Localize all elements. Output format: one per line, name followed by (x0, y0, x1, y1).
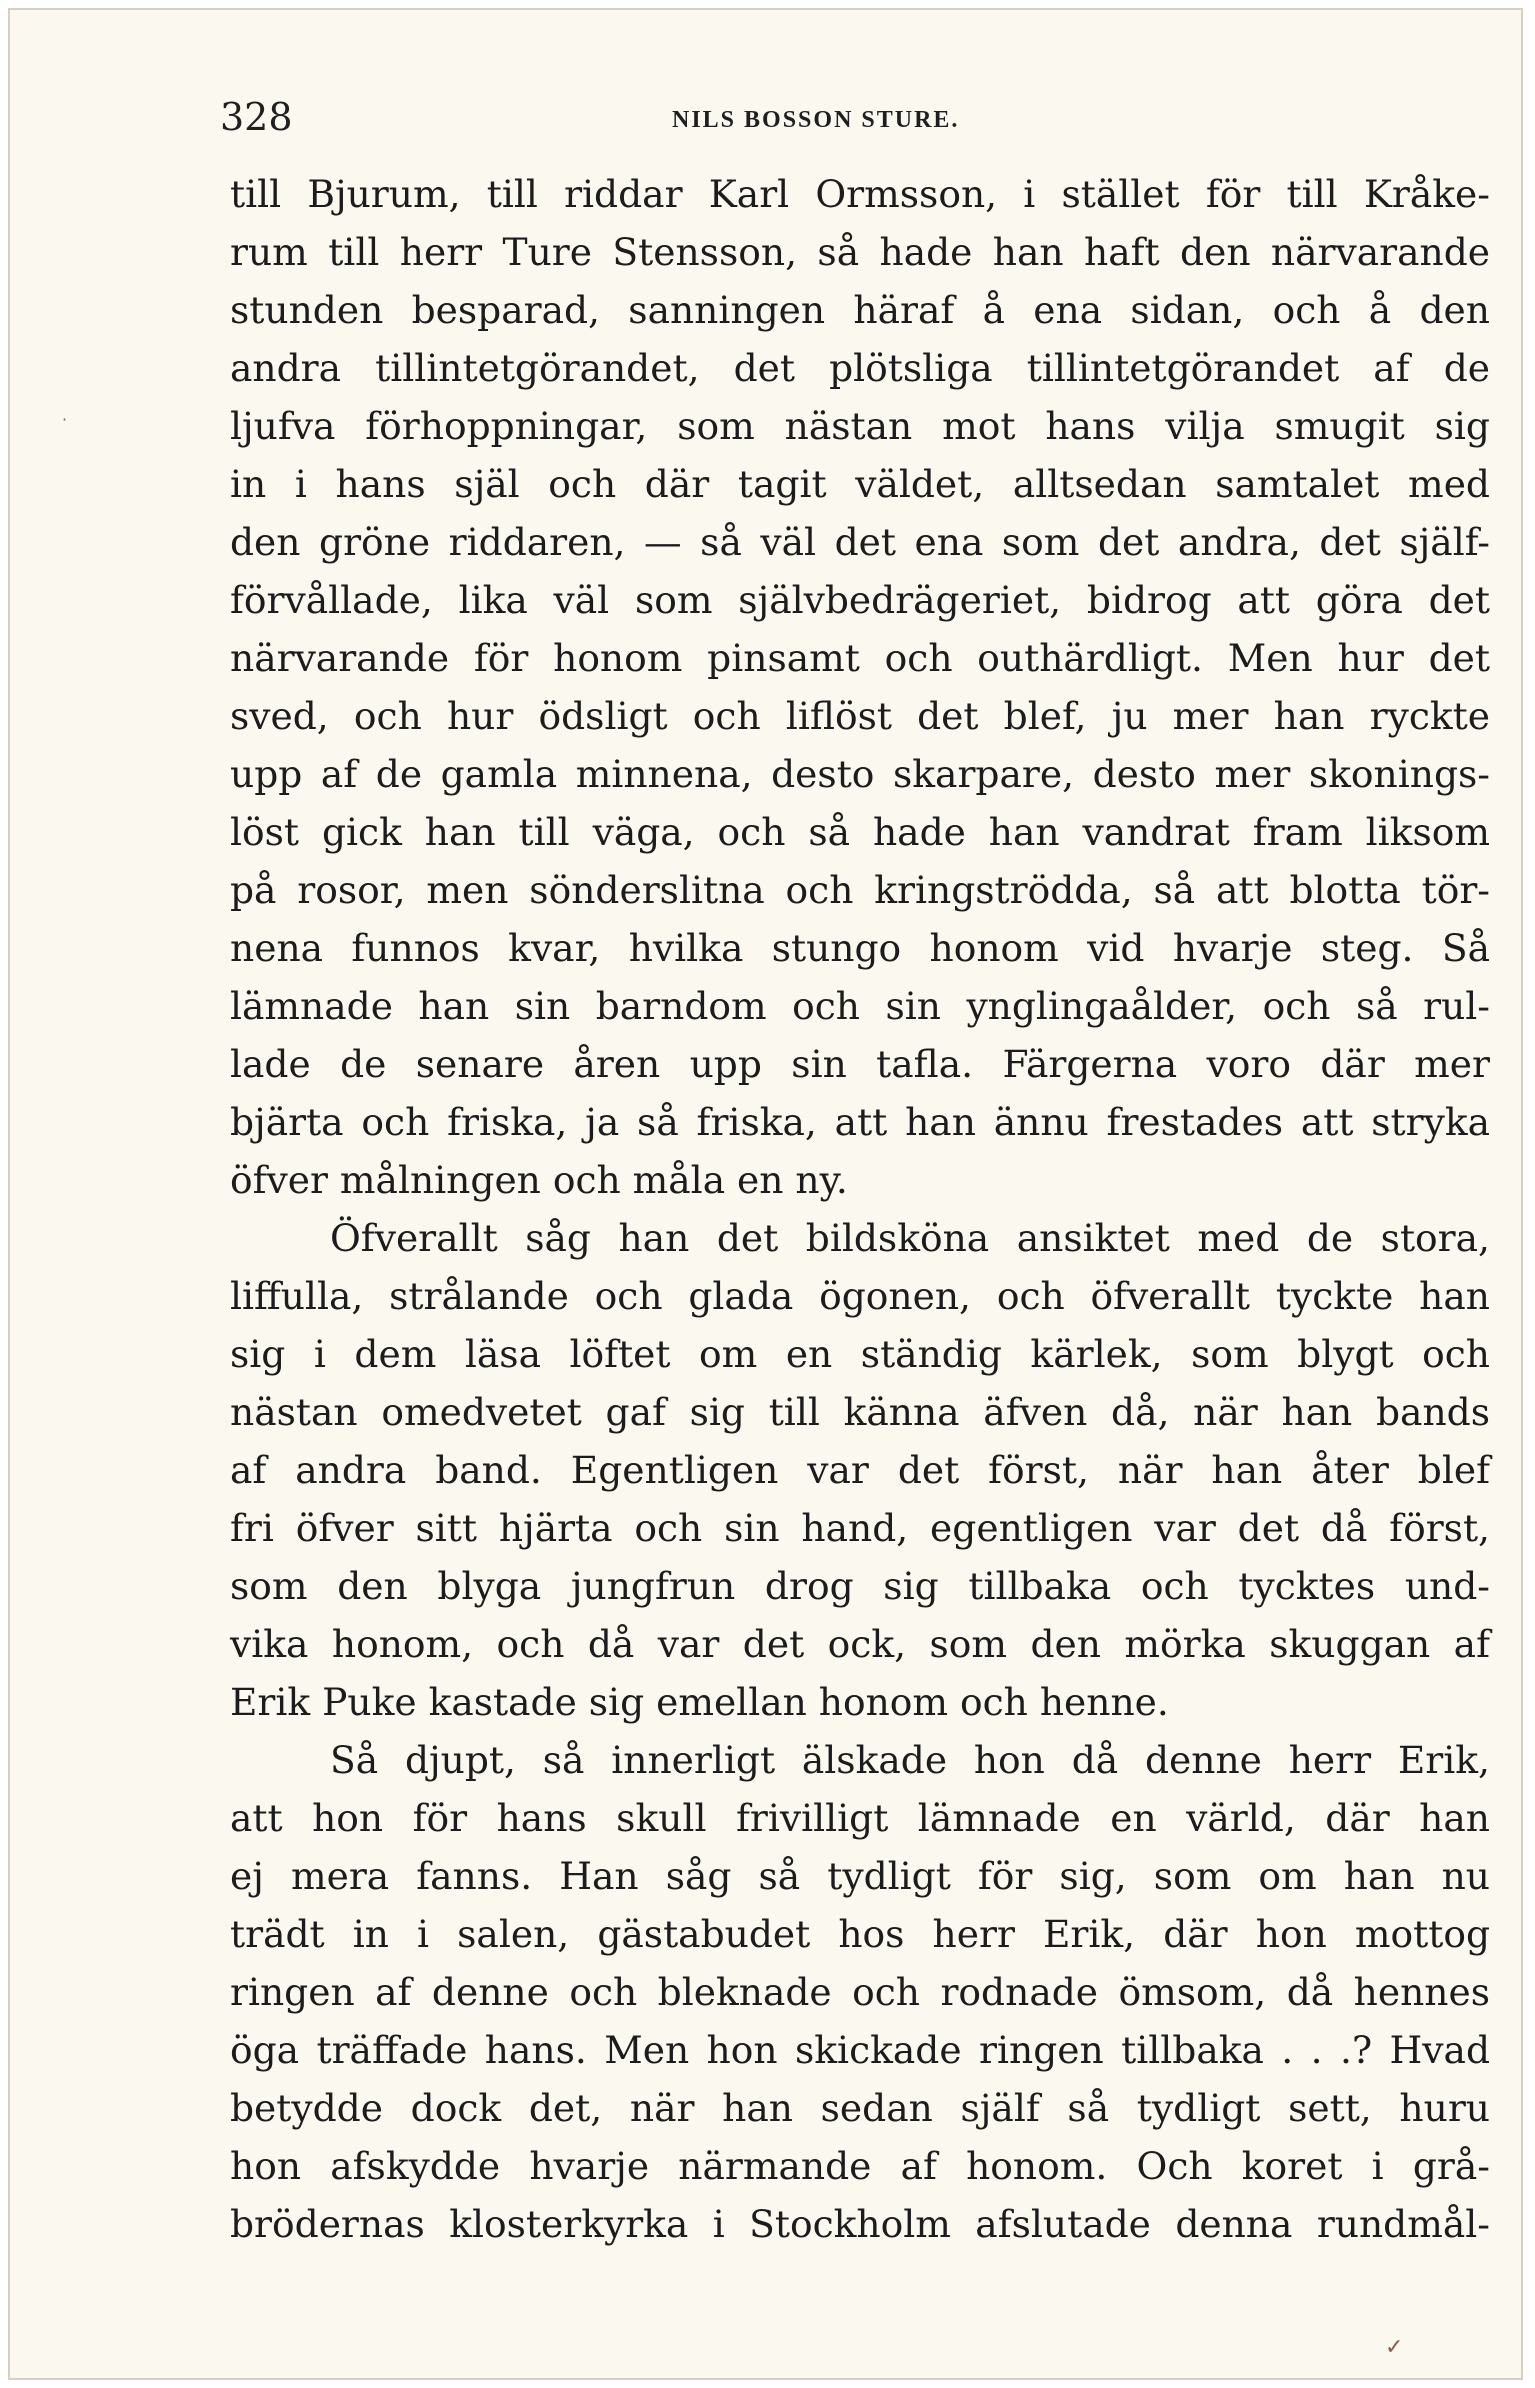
paragraph-start-line: Så djupt, så innerligt älskade hon då denne herr Erik, (330, 1738, 1490, 1782)
page-header (220, 95, 1490, 145)
text-line: nästan omedvetet gaf sig till känna äfven då, när han bands (230, 1390, 1490, 1434)
text-line: nena funnos kvar, hvilka stungo honom vid hvarje steg. Så (230, 926, 1490, 970)
text-line: Erik Puke kastade sig emellan honom och henne. (230, 1680, 1169, 1724)
text-line: vika honom, och då var det ock, som den mörka skuggan af (230, 1622, 1490, 1666)
text-line: som den blyga jungfrun drog sig tillbaka och tycktes und- (230, 1564, 1490, 1608)
text-line: sved, och hur ödsligt och liflöst det blef, ju mer han ryckte (230, 694, 1490, 738)
text-line: bjärta och friska, ja så friska, att han ännu frestades att stryka (230, 1100, 1490, 1144)
text-line: ljufva förhoppningar, som nästan mot hans vilja smugit sig (230, 404, 1490, 448)
body-text (230, 165, 1490, 2253)
text-line: hon afskydde hvarje närmande af honom. Och koret i grå- (230, 2144, 1490, 2188)
paragraph-start-line: Öfverallt såg han det bildsköna ansiktet med de stora, (330, 1216, 1490, 1260)
text-line: ringen af denne och bleknade och rodnade ömsom, då hennes (230, 1970, 1490, 2014)
text-line: närvarande för honom pinsamt och outhärdligt. Men hur det (230, 636, 1490, 680)
text-line: brödernas klosterkyrka i Stockholm afslutade denna rundmål- (230, 2202, 1490, 2246)
text-line: rum till herr Ture Stensson, så hade han haft den närvarande (230, 230, 1490, 274)
text-line: ej mera fanns. Han såg så tydligt för sig, som om han nu (230, 1854, 1490, 1898)
ink-speck: ✓ (1385, 2335, 1404, 2360)
text-line: af andra band. Egentligen var det först, när han åter blef (230, 1448, 1490, 1492)
book-page (8, 8, 1523, 2380)
text-line: in i hans själ och där tagit väldet, alltsedan samtalet med (230, 462, 1490, 506)
text-line: den gröne riddaren, — så väl det ena som det andra, det själf- (230, 520, 1490, 564)
text-line: lämnade han sin barndom och sin ynglingaålder, och så rul- (230, 984, 1490, 1028)
text-line: trädt in i salen, gästabudet hos herr Erik, där hon mottog (230, 1912, 1490, 1956)
text-line: att hon för hans skull frivilligt lämnade en värld, där han (230, 1796, 1490, 1840)
text-line: förvållade, lika väl som självbedrägeriet, bidrog att göra det (230, 578, 1490, 622)
text-line: fri öfver sitt hjärta och sin hand, egentligen var det då först, (230, 1506, 1490, 1550)
running-title: NILS BOSSON STURE. (672, 107, 960, 133)
text-line: andra tillintetgörandet, det plötsliga tillintetgörandet af de (230, 346, 1490, 390)
text-line: på rosor, men sönderslitna och kringströdda, så att blotta tör- (230, 868, 1490, 912)
text-line: lade de senare åren upp sin tafla. Färgerna voro där mer (230, 1042, 1490, 1086)
page-number: 328 (220, 95, 293, 139)
text-line: upp af de gamla minnena, desto skarpare, desto mer skonings- (230, 752, 1490, 796)
text-line: till Bjurum, till riddar Karl Ormsson, i stället för till Kråke- (230, 172, 1490, 216)
text-line: öga träffade hans. Men hon skickade ringen tillbaka . . .? Hvad (230, 2028, 1490, 2072)
text-line: betydde dock det, när han sedan själf så tydligt sett, huru (230, 2086, 1490, 2130)
ink-speck: · (62, 410, 68, 429)
text-line: liffulla, strålande och glada ögonen, och öfverallt tyckte han (230, 1274, 1490, 1318)
text-line: sig i dem läsa löftet om en ständig kärlek, som blygt och (230, 1332, 1490, 1376)
text-line: löst gick han till väga, och så hade han vandrat fram liksom (230, 810, 1490, 854)
text-line: öfver målningen och måla en ny. (230, 1158, 848, 1202)
text-line: stunden besparad, sanningen häraf å ena sidan, och å den (230, 288, 1490, 332)
